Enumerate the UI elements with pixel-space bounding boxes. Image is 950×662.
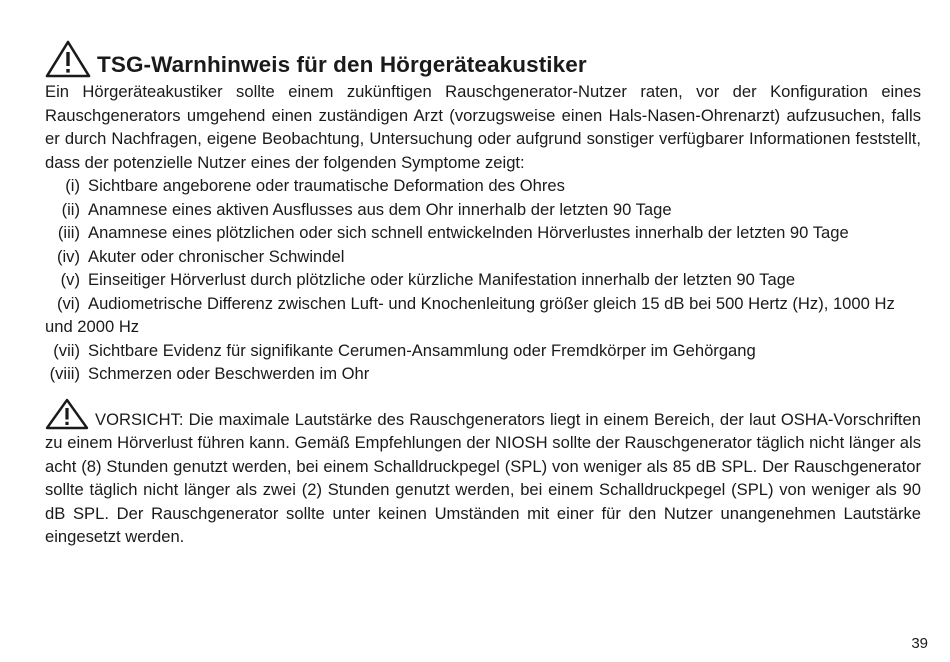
list-item-number: (viii) [49, 364, 80, 383]
list-item [45, 292, 921, 339]
list-item [45, 268, 921, 292]
symptom-list [45, 174, 921, 386]
list-item [45, 221, 921, 245]
list-item-number: (ii) [61, 199, 80, 219]
list-item-number: (vi) [56, 293, 80, 313]
document-page [45, 36, 921, 565]
warning-triangle-icon [45, 398, 89, 430]
list-item-text: Anamnese eines plötzlichen oder sich schnell entwickelnden Hörverlustes innerhalb der letzten 90 Tage [88, 223, 849, 242]
caution-paragraph [45, 398, 921, 549]
list-item-text: Schmerzen oder Beschwerden im Ohr [88, 364, 370, 383]
list-item [45, 174, 921, 198]
list-item-text: Sichtbare angeborene oder traumatische Deformation des Ohres [88, 176, 565, 195]
page-title: TSG-Warnhinweis für den Hörgeräteakustiker [97, 52, 587, 77]
caution-text: VORSICHT: Die maximale Lautstärke des Rauschgenerators liegt in einem Bereich, der laut OSHA-Vorschriften zu einem Hörverlust führen kann. Gemäß Empfehlungen der NIOSH sollte der Rauschgenerator täglich nicht länger als acht (8) Stunden genutzt werden, bei einem Schalldruckpegel (SPL) von weniger als 85 dB SPL. Der Rauschgenerator sollte täglich nicht länger als zwei (2) Stunden genutzt werden, bei einem Schalldruckpegel (SPL) von weniger als 90 dB SPL. Der Rauschgenerator sollte unter keinen Umständen mit einer für den Nutzer unangenehmen Lautstärke eingesetzt werden. [45, 409, 921, 546]
list-item-text: Sichtbare Evidenz für signifikante Cerumen-Ansammlung oder Fremdkörper im Gehörgang [88, 340, 756, 360]
list-item-number: (iii) [57, 223, 80, 242]
list-item-number: (v) [60, 270, 80, 289]
section-heading [45, 36, 921, 78]
page-number: 39 [911, 635, 928, 652]
list-item [45, 362, 921, 386]
warning-triangle-icon [45, 40, 91, 78]
list-item-text: Einseitiger Hörverlust durch plötzliche oder kürzliche Manifestation innerhalb der letzten 90 Tage [88, 270, 796, 289]
list-item [45, 198, 921, 222]
list-item-number: (vii) [53, 340, 80, 360]
list-item-text: Akuter oder chronischer Schwindel [88, 246, 345, 266]
list-item-number: (iv) [56, 246, 80, 266]
list-item [45, 245, 921, 269]
intro-paragraph: Ein Hörgeräteakustiker sollte einem zukünftigen Rauschgenerator-Nutzer raten, vor der Konfiguration eines Rauschgenerators umgehend einen zuständigen Arzt (vorzugsweise einen Hals-Nasen-Ohrenarzt) aufzusuchen, falls er durch Nachfragen, eigene Beobachtung, Untersuchung oder aufgrund sonstiger verfügbarer Informationen feststellt, dass der potenzielle Nutzer eines der folgenden Symptome zeigt: [45, 82, 921, 172]
list-item-text: Anamnese eines aktiven Ausflusses aus dem Ohr innerhalb der letzten 90 Tage [88, 199, 672, 219]
list-item-number: (i) [65, 176, 80, 195]
list-item [45, 339, 921, 363]
list-item-text: Audiometrische Differenz zwischen Luft- und Knochenleitung größer gleich 15 dB bei 500 Hertz (Hz), 1000 Hz und 2000 Hz [45, 293, 895, 336]
